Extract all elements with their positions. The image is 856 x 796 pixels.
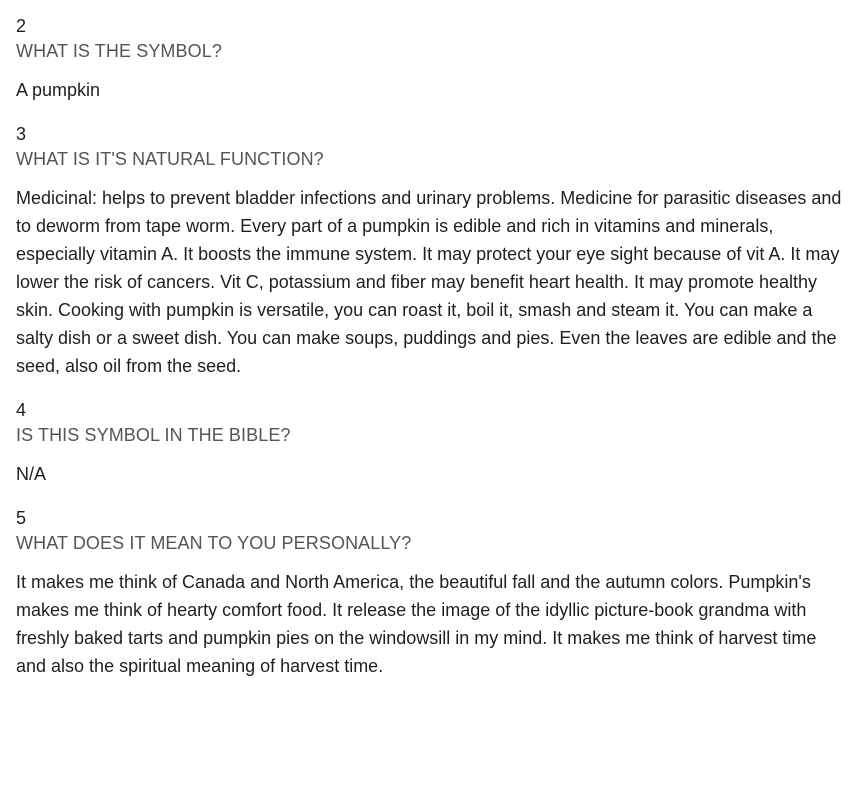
question-text: WHAT DOES IT MEAN TO YOU PERSONALLY? [16, 533, 412, 553]
answer-text: It makes me think of Canada and North America, the beautiful fall and the autumn colors. Pumpkin's makes me think of hearty comfort food. It release the image of the idyllic picture-book grandma with freshly baked tarts and pumpkin pies on the windowsill in my mind. It makes me think of harvest time and also the spiritual meaning of harvest time. [16, 572, 817, 676]
question-number: 5 [16, 508, 27, 528]
answer-text: N/A [16, 464, 47, 484]
section-3 [16, 122, 856, 380]
question-text: IS THIS SYMBOL IN THE BIBLE? [16, 425, 291, 445]
question-text: WHAT IS THE SYMBOL? [16, 41, 222, 61]
question-number: 2 [16, 16, 27, 36]
section-5 [16, 506, 856, 680]
answer-text: A pumpkin [16, 80, 101, 100]
section-4 [16, 398, 856, 488]
question-text: WHAT IS IT'S NATURAL FUNCTION? [16, 149, 324, 169]
answer-text: Medicinal: helps to prevent bladder infections and urinary problems. Medicine for parasitic diseases and to deworm from tape worm. Every part of a pumpkin is edible and rich in vitamins and minerals, especially vitamin A. It boosts the immune system. It may protect your eye sight because of vit A. It may lower the risk of cancers. Vit C, potassium and fiber may benefit heart health. It may promote healthy skin. Cooking with pumpkin is versatile, you can roast it, boil it, smash and steam it. You can make a salty dish or a sweet dish. You can make soups, puddings and pies. Even the leaves are edible and the seed, also oil from the seed. [16, 188, 842, 376]
section-2 [16, 14, 856, 104]
question-number: 4 [16, 400, 27, 420]
question-number: 3 [16, 124, 27, 144]
